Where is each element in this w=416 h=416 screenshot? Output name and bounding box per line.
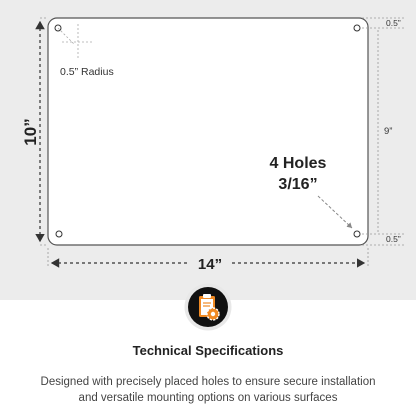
right-middle-span-label: 9” — [384, 126, 393, 137]
right-top-offset-label: 0.5” — [386, 18, 401, 28]
height-label: 10” — [21, 118, 40, 146]
spec-description — [30, 374, 386, 406]
spec-description-line-2: and versatile mounting options on various surfaces — [78, 392, 338, 404]
spec-title: Technical Specifications — [132, 343, 284, 358]
height-dimension — [40, 18, 48, 245]
width-label: 14” — [197, 256, 223, 273]
right-bottom-offset-label: 0.5” — [386, 234, 401, 244]
radius-label: 0.5” Radius — [60, 66, 114, 78]
clipboard-gear-icon — [184, 283, 232, 331]
sign-panel — [48, 18, 368, 245]
spec-description-line-1: Designed with precisely placed holes to ensure secure installation — [40, 376, 376, 388]
holes-count-label: 4 Holes — [269, 155, 327, 172]
holes-size-label: 3/16” — [278, 176, 318, 193]
